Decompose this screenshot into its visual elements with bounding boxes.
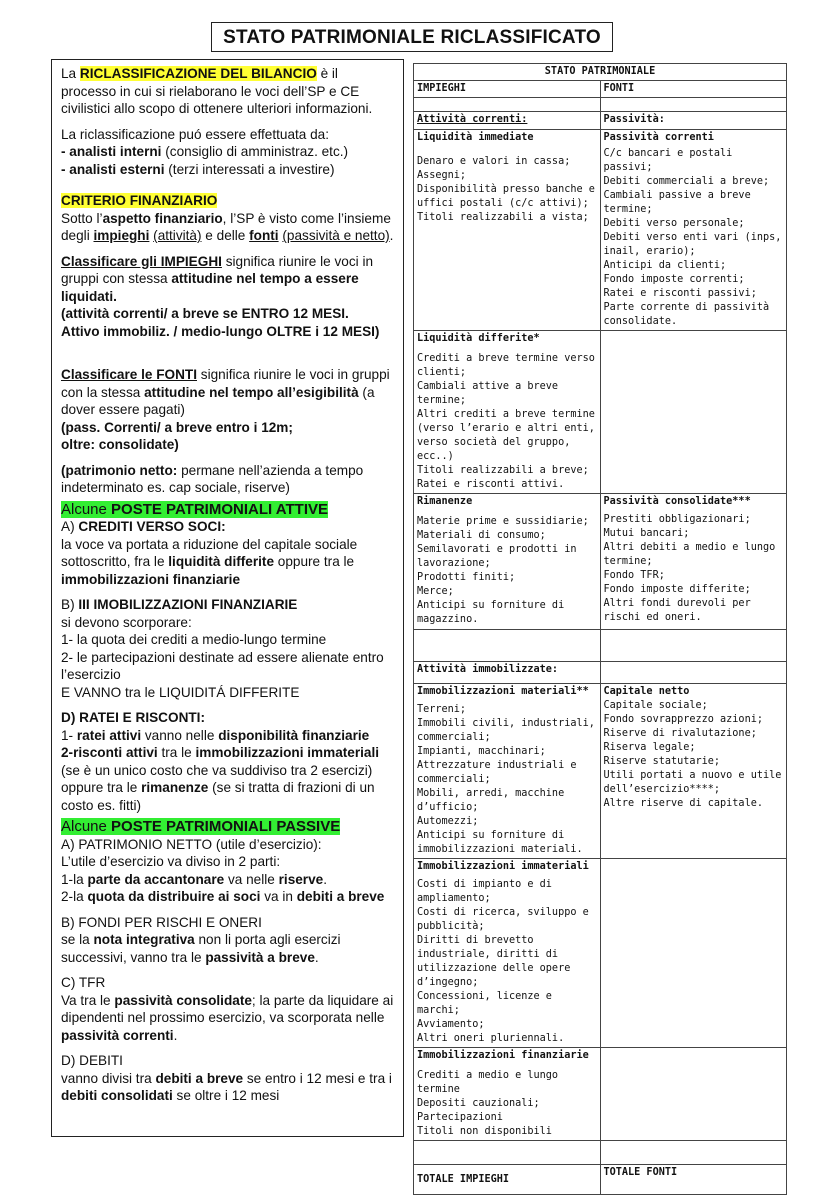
totale-fonti: TOTALE FONTI bbox=[600, 1165, 787, 1195]
pass-correnti: Passività correnti bbox=[603, 132, 714, 143]
imm-finanziarie: Immobilizzazioni finanziarie bbox=[417, 1050, 589, 1061]
attivita-immobilizzate: Attività immobilizzate: bbox=[414, 662, 601, 684]
stato-patrimoniale-table bbox=[413, 63, 787, 1195]
totale-impieghi: TOTALE IMPIEGHI bbox=[414, 1165, 601, 1195]
attivita-correnti: Attività correnti: bbox=[414, 112, 601, 130]
imm-materiali-items: Terreni; Immobili civili, industriali, commerciali; Impianti, macchinari; Attrezzature industriali e commerciali; Mobili, arredi, macchine d’ufficio; Automezzi; Anticipi su forniture di immobilizzazioni materiali. bbox=[417, 704, 595, 855]
criterio-text: Sotto l’aspetto finanziario, l’SP è visto come l’insieme degli impieghi (attività) e delle fonti (passività e netto). bbox=[61, 210, 394, 243]
pass-correnti-items: C/c bancari e postali passivi; Debiti commerciali a breve; Cambiali passive a breve termine; Debiti verso personale; Debiti verso enti vari (inps, inail, erario); Anticipi da clienti; Fondo imposte correnti; Ratei e risconti passivi; Parte corrente di passività consolidate. bbox=[603, 148, 782, 327]
capitale-netto-items: Capitale sociale; Fondo sovrapprezzo azioni; Riserve di rivalutazione; Riserva legale; Riserve statutarie; Utili portati a nuovo e utile dell’esercizio****; Altre riserve di capitale. bbox=[603, 700, 782, 809]
col-impieghi: IMPIEGHI bbox=[414, 81, 601, 98]
poste-attive-heading: Alcune POSTE PATRIMONIALI ATTIVE bbox=[61, 500, 328, 518]
criterio-heading: CRITERIO FINANZIARIO bbox=[61, 193, 218, 208]
page-title: STATO PATRIMONIALE RICLASSIFICATO bbox=[211, 22, 613, 52]
impieghi-text: Classificare gli IMPIEGHI significa riunire le voci in gruppi con stessa attitudine nel tempo a essere liquidati. (attività correnti/ a breve se ENTRO 12 MESI. Attivo immobiliz. / medio-lungo OLTRE i 12 MESI) bbox=[61, 253, 380, 339]
passivita: Passività: bbox=[600, 112, 787, 130]
pass-consolidate: Passività consolidate*** bbox=[603, 496, 751, 507]
liq-differite-items: Crediti a breve termine verso clienti; Cambiali attive a breve termine; Altri crediti a breve termine (verso l’erario e altri enti, verso società del gruppo, ecc..) Titoli realizzabili a breve; Ratei e risconti attivi. bbox=[417, 353, 595, 490]
capitale-netto: Capitale netto bbox=[603, 686, 690, 697]
rimanenze: Rimanenze bbox=[417, 496, 473, 507]
fondi-rischi: B) FONDI PER RISCHI E ONERI se la nota integrativa non li porta agli esercizi successivi, vanno tra le passività a breve. bbox=[61, 914, 341, 965]
imm-materiali: Immobilizzazioni materiali** bbox=[417, 686, 589, 697]
col-fonti: FONTI bbox=[600, 81, 787, 98]
poste-passive-heading: Alcune POSTE PATRIMONIALI PASSIVE bbox=[61, 818, 341, 835]
tfr: C) TFR Va tra le passività consolidate; la parte da liquidare ai dipendenti nel prossimo esercizio, va scorporata nelle passività correnti. bbox=[61, 975, 394, 1043]
analisti-esterni: - analisti esterni (terzi interessati a investire) bbox=[61, 161, 335, 177]
imm-immateriali: Immobilizzazioni immateriali bbox=[417, 861, 589, 872]
crediti-soci: A) CREDITI VERSO SOCI: la voce va portata a riduzione del capitale sociale sottoscritto, fra le liquidità differite oppure tra le immobilizzazioni finanziarie bbox=[61, 519, 358, 587]
patrimonio-netto: A) PATRIMONIO NETTO (utile d’esercizio): L’utile d’esercizio va diviso in 2 parti: 1-la parte da accantonare va nelle riserve. 2-la quota da distribuire ai soci va in debiti a breve bbox=[61, 836, 385, 904]
immobilizzazioni-finanziarie: B) III IMOBILIZZAZIONI FINANZIARIE si devono scorporare: 1- la quota dei crediti a medio-lungo termine 2- le partecipazioni destinate ad essere alienate entro l’esercizio E VANNO tra le LIQUIDITÁ DIFFERITE bbox=[61, 597, 384, 700]
imm-immateriali-items: Costi di impianto e di ampliamento; Costi di ricerca, sviluppo e pubblicità; Diritti di brevetto industriale, diritti di utilizzazione delle opere d’ingegno; Concessioni, licenze e marchi; Avviamento; Altri oneri pluriennali. bbox=[417, 879, 589, 1044]
intro-paragraph: La RICLASSIFICAZIONE DEL BILANCIO è il processo in cui si rielaborano le voci dell’SP e CE civilistici allo scopo di ottenere ulteriori informazioni. bbox=[61, 66, 373, 116]
rimanenze-items: Materie prime e sussidiarie; Materiali di consumo; Semilavorati e prodotti in lavorazione; Prodotti finiti; Merce; Anticipi su forniture di magazzino. bbox=[417, 516, 589, 625]
table-header: STATO PATRIMONIALE bbox=[414, 64, 787, 81]
liq-differite: Liquidità differite* bbox=[417, 333, 540, 344]
patrimonio-netto-text: (patrimonio netto: permane nell’azienda a tempo indeterminato es. cap sociale, riserve) bbox=[61, 462, 364, 495]
liq-immediate-items: Denaro e valori in cassa; Assegni; Disponibilità presso banche e uffici postali (c/c attivi); Titoli realizzabili a vista; bbox=[417, 156, 595, 223]
debiti: D) DEBITI vanno divisi tra debiti a breve se entro i 12 mesi e tra i debiti consolidati se oltre i 12 mesi bbox=[61, 1053, 392, 1103]
ratei-risconti: D) RATEI E RISCONTI: 1- ratei attivi vanno nelle disponibilità finanziarie 2-risconti attivi tra le immobilizzazioni immateriali (se è un unico costo che va suddiviso tra 2 esercizi) oppure tra le rimanenze (se si tratta di frazioni di un costo es. fitti) bbox=[61, 710, 380, 813]
analisti-intro: La riclassificazione puó essere effettuata da: bbox=[61, 126, 330, 142]
imm-finanziarie-items: Crediti a medio e lungo termine Depositi cauzionali; Partecipazioni Titoli non disponibili bbox=[417, 1070, 559, 1137]
pass-consolidate-items: Prestiti obbligazionari; Mutui bancari; Altri debiti a medio e lungo termine; Fondo TFR; Fondo imposte differite; Altri fondi durevoli per rischi ed oneri. bbox=[603, 514, 776, 623]
fonti-text: Classificare le FONTI significa riunire le voci in gruppi con la stessa attitudine nel tempo all’esigibilità (a dover essere pagati) (pass. Correnti/ a breve entro i 12m; oltre: consolidate) bbox=[61, 367, 390, 452]
notes-panel bbox=[51, 59, 404, 1137]
liq-immediate: Liquidità immediate bbox=[417, 132, 534, 143]
analisti-interni: - analisti interni (consiglio di amministraz. etc.) bbox=[61, 144, 349, 159]
